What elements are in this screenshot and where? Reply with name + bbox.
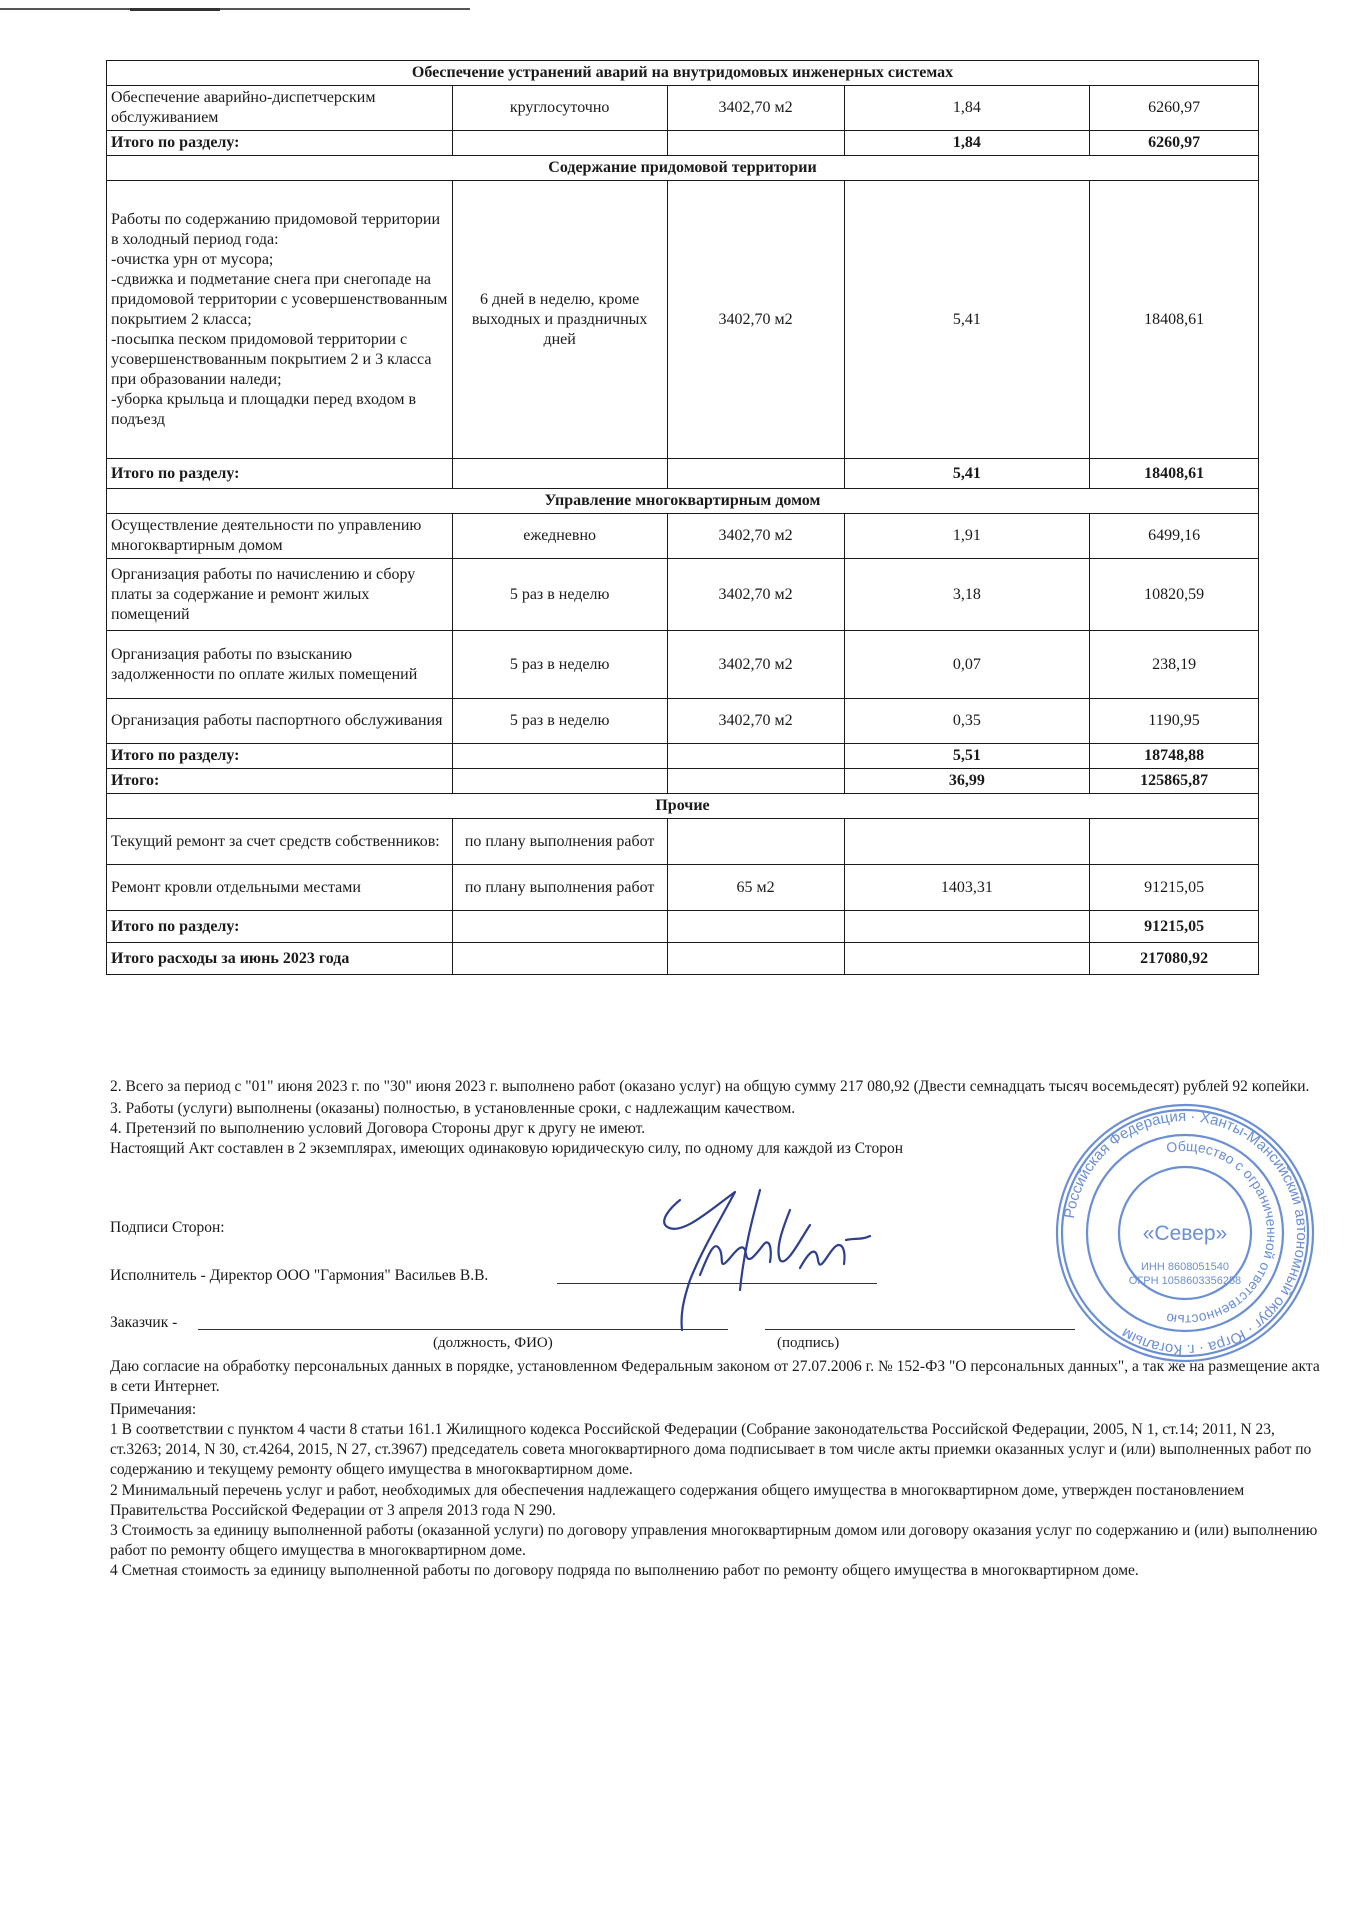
total-rate xyxy=(844,911,1090,943)
total-rate: 5,41 xyxy=(844,459,1090,489)
note-item: 2 Минимальный перечень услуг и работ, необходимых для обеспечения надлежащего содержания общего имущества в многоквартирном доме, утвержден постановлением Правительства Российской Федерации от 3 апреля 2013 года N 290. xyxy=(110,1481,1245,1519)
work-periodicity: 5 раз в неделю xyxy=(452,559,667,631)
total-sum: 18408,61 xyxy=(1090,459,1259,489)
work-sum: 10820,59 xyxy=(1090,559,1259,631)
work-periodicity: по плану выполнения работ xyxy=(452,865,667,911)
section-header-row xyxy=(107,794,1259,819)
notes-title: Примечания: xyxy=(110,1401,197,1418)
work-rate: 3,18 xyxy=(844,559,1090,631)
work-name: Ремонт кровли отдельными местами xyxy=(107,865,453,911)
section-total-row xyxy=(107,911,1259,943)
signatures-header: Подписи Сторон: xyxy=(110,1219,225,1236)
section-title: Содержание придомовой территории xyxy=(107,156,1259,181)
work-volume: 3402,70 м2 xyxy=(667,631,844,699)
work-periodicity: 5 раз в неделю xyxy=(452,631,667,699)
signature-caption: (подпись) xyxy=(777,1335,840,1351)
work-periodicity: ежедневно xyxy=(452,514,667,559)
work-rate: 0,07 xyxy=(844,631,1090,699)
statement-total: 2. Всего за период с "01" июня 2023 г. по "30" июня 2023 г. выполнено работ (оказано услуг) на общую сумму 217 080,92 (Двести семнадцать тысяч восемьдесят) рублей 92 копейки. xyxy=(110,1078,1310,1095)
work-volume: 3402,70 м2 xyxy=(667,86,844,131)
total-sum: 6260,97 xyxy=(1090,131,1259,156)
work-periodicity: 6 дней в неделю, кроме выходных и праздничных дней xyxy=(452,181,667,459)
work-volume: 3402,70 м2 xyxy=(667,181,844,459)
stamp-outer-text: Российская Федерация · Ханты-Мансийский автономный округ · Югра · г. Когалым xyxy=(1060,1107,1311,1359)
stamp-ogrn-text: ОГРН 1058603356258 xyxy=(1128,1275,1242,1287)
handwritten-signature xyxy=(640,1180,900,1340)
total-label: Итого по разделу: xyxy=(107,911,453,943)
work-volume: 3402,70 м2 xyxy=(667,699,844,744)
table-row xyxy=(107,699,1259,744)
work-name: Текущий ремонт за счет средств собственников: xyxy=(107,819,453,865)
total-sum: 18748,88 xyxy=(1090,744,1259,769)
note-item: 3 Стоимость за единицу выполненной работы (оказанной услуги) по договору управления многоквартирным домом или договору оказания услуг по содержанию и (или) выполнению работ по ремонту общего имущества в многоквартирном доме. xyxy=(110,1521,1318,1559)
work-rate: 1403,31 xyxy=(844,865,1090,911)
work-periodicity: 5 раз в неделю xyxy=(452,699,667,744)
work-volume: 3402,70 м2 xyxy=(667,514,844,559)
stamp-inner-text: Общество с ограниченной ответственностью xyxy=(1165,1137,1281,1329)
work-sum: 6260,97 xyxy=(1090,86,1259,131)
expenses-total-row xyxy=(107,943,1259,975)
table-row xyxy=(107,559,1259,631)
stamp-inn-text: ИНН 8608051540 xyxy=(1140,1261,1230,1273)
consent-text: Даю согласие на обработку персональных данных в порядке, установленном Федеральным законом от 27.07.2006 г. № 152-ФЗ "О персональных данных", а так же на размещение акта в сети Интернет. xyxy=(110,1358,1320,1396)
work-sum: 238,19 xyxy=(1090,631,1259,699)
work-name: Организация работы паспортного обслуживания xyxy=(107,699,453,744)
work-volume xyxy=(667,819,844,865)
work-volume: 65 м2 xyxy=(667,865,844,911)
grand-total-label: Итого: xyxy=(107,769,453,794)
stamp-center-text: «Север» xyxy=(1142,1222,1228,1245)
work-rate: 1,84 xyxy=(844,86,1090,131)
section-total-row xyxy=(107,459,1259,489)
work-sum: 18408,61 xyxy=(1090,181,1259,459)
work-sum: 91215,05 xyxy=(1090,865,1259,911)
executor-line: Исполнитель - Директор ООО "Гармония" Васильев В.В. xyxy=(110,1267,489,1284)
work-sum: 1190,95 xyxy=(1090,699,1259,744)
company-stamp xyxy=(1050,1098,1320,1368)
statement-copies: Настоящий Акт составлен в 2 экземплярах, имеющих одинаковую юридическую силу, по одному для каждой из Сторон xyxy=(110,1140,904,1158)
table-row xyxy=(107,181,1259,459)
note-item: 4 Сметная стоимость за единицу выполненной работы по договору подряда по выполнению работ по ремонту общего имущества в многоквартирном доме. xyxy=(110,1562,1139,1580)
total-sum: 91215,05 xyxy=(1090,911,1259,943)
section-total-row xyxy=(107,131,1259,156)
expenses-label: Итого расходы за июнь 2023 года xyxy=(107,943,453,975)
total-label: Итого по разделу: xyxy=(107,744,453,769)
work-volume: 3402,70 м2 xyxy=(667,559,844,631)
notes-block xyxy=(110,1400,1325,1581)
section-header-row xyxy=(107,156,1259,181)
top-edge-rule xyxy=(0,8,470,10)
work-periodicity: по плану выполнения работ xyxy=(452,819,667,865)
table-row xyxy=(107,819,1259,865)
note-item: 1 В соответствии с пунктом 4 части 8 статьи 161.1 Жилищного кодекса Российской Федерации (Собрание законодательства Российской Федерации, 2005, N 1, ст.14; 2011, N 23, ст.3263; 2014, N 30, ст.4264, 2015, N 27, ст.3967) председатель совета многоквартирного дома подписывает в том числе акты приемки оказанных услуг и (или) выполненных работ по содержанию и текущему ремонту общего имущества в многоквартирном доме. xyxy=(110,1421,1312,1479)
table-row xyxy=(107,865,1259,911)
work-rate: 0,35 xyxy=(844,699,1090,744)
statement-quality: 3. Работы (услуги) выполнены (оказаны) полностью, в установленные сроки, с надлежащим качеством. xyxy=(110,1100,796,1118)
top-edge-mark xyxy=(130,8,220,11)
work-sum: 6499,16 xyxy=(1090,514,1259,559)
position-caption: (должность, ФИО) xyxy=(433,1335,553,1351)
section-title: Прочие xyxy=(107,794,1259,819)
work-rate xyxy=(844,819,1090,865)
total-rate: 1,84 xyxy=(844,131,1090,156)
total-rate: 5,51 xyxy=(844,744,1090,769)
section-header-row xyxy=(107,61,1259,86)
expenses-sum: 217080,92 xyxy=(1090,943,1259,975)
grand-total-sum: 125865,87 xyxy=(1090,769,1259,794)
customer-line: Заказчик - xyxy=(110,1314,178,1331)
work-name: Работы по содержанию придомовой территории в холодный период года: -очистка урн от мусора; -сдвижка и подметание снега при снегопаде на придомовой территории с усовершенствованным покрытием 2 класса; -посыпка песком придомовой территории с усовершенствованным покрытием 2 и 3 класса при образовании наледи; -уборка крыльца и площадки перед входом в подъезд xyxy=(107,181,453,459)
table-row xyxy=(107,514,1259,559)
grand-total-row xyxy=(107,769,1259,794)
section-header-row xyxy=(107,489,1259,514)
work-sum xyxy=(1090,819,1259,865)
section-title: Управление многоквартирным домом xyxy=(107,489,1259,514)
work-rate: 5,41 xyxy=(844,181,1090,459)
work-name: Осуществление деятельности по управлению многоквартирным домом xyxy=(107,514,453,559)
work-periodicity: круглосуточно xyxy=(452,86,667,131)
table-row xyxy=(107,631,1259,699)
work-name: Обеспечение аварийно-диспетчерским обслуживанием xyxy=(107,86,453,131)
table-row xyxy=(107,86,1259,131)
grand-total-rate: 36,99 xyxy=(844,769,1090,794)
section-title: Обеспечение устранений аварий на внутридомовых инженерных системах xyxy=(107,61,1259,86)
total-label: Итого по разделу: xyxy=(107,459,453,489)
total-label: Итого по разделу: xyxy=(107,131,453,156)
statement-claims: 4. Претензий по выполнению условий Договора Стороны друг к другу не имеют. xyxy=(110,1120,646,1138)
works-table xyxy=(106,60,1259,975)
work-name: Организация работы по начислению и сбору платы за содержание и ремонт жилых помещений xyxy=(107,559,453,631)
work-rate: 1,91 xyxy=(844,514,1090,559)
section-total-row xyxy=(107,744,1259,769)
work-name: Организация работы по взысканию задолженности по оплате жилых помещений xyxy=(107,631,453,699)
